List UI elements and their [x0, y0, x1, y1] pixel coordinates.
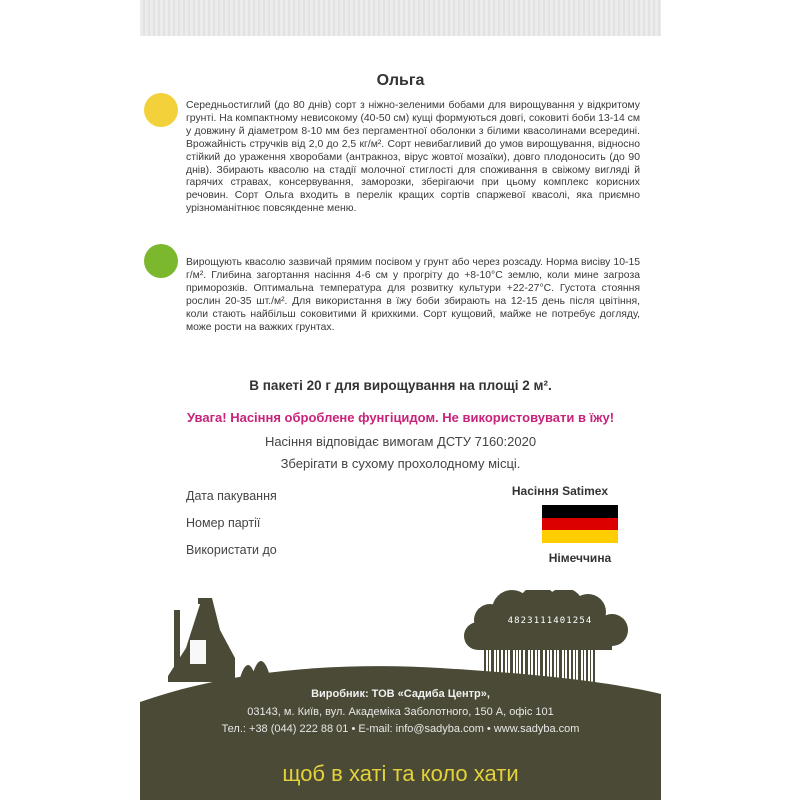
- manufacturer-contacts: Тел.: +38 (044) 222 88 01 • E-mail: info@sadyba.com • www.sadyba.com: [221, 723, 580, 735]
- variety-title: Ольга: [376, 72, 425, 89]
- batch-number-label: Номер партії: [186, 516, 261, 530]
- flag-stripe-gold: [542, 530, 618, 543]
- flag-stripe-red: [542, 518, 618, 531]
- manufacturer-name: Виробник: ТОВ «Садиба Центр»,: [311, 688, 490, 700]
- growing-instructions: Вирощують квасолю зазвичай прямим посівом у грунт або через розсаду. Норма висіву 10-15 г/м². Глибина загортання насіння 4-6 см у прогріту до +8-10°С землю, коли мине загроза приморозків. Оптимальна температура для розвитку культури +22-27°С. Густота стояння рослин 20-35 шт./м². Для використання в їжу боби збирають на 12-15 день після цвітіння, коли стають найбільш соковитими й крихкими. Сорт кущовий, майже не потребує догляду, може рости на важких грунтах.: [186, 257, 640, 333]
- barcode-bar: [590, 648, 591, 686]
- fungicide-warning: Увага! Насіння оброблене фунгіцидом. Не використовувати в їжу!: [186, 410, 615, 425]
- variety-description: Середньостиглий (до 80 днів) сорт з ніжно-зеленими бобами для вирощування у відкритому грунті. На компактному невисокому (40-50 см) кущі формуються довгі, соковиті боби 13-14 см у довжину й діаметром 8-10 мм без пергаментної оболонки з білими квасолинами всередині. Врожайність стручків від 2,0 до 2,5 кг/м². Сорт невибагливий до умов вирощування, відносно стійкий до ураження хворобами (антракноз, вірус жовтої мозаїки), довго плодоносить (до 90 днів). Збирають квасолю на стадії молочної стиглості для споживання в свіжому вигляді й гарячих стравах, консервування, заморозки, зберігаючи при цьому комплекс корисних речовин. Сорт Ольга входить в перелік кращих сортів спаржевої квасолі, яка приємно урізноманітнює повсякденне меню.: [186, 100, 640, 215]
- standard-note: Насіння відповідає вимогам ДСТУ 7160:2020: [264, 434, 537, 449]
- germany-flag-icon: [542, 505, 618, 543]
- brand-slogan: щоб в хаті та коло хати: [282, 761, 519, 786]
- manufacturer-address: 03143, м. Київ, вул. Академіка Заболотного, 150 А, офіс 101: [247, 706, 554, 718]
- house-icon: [168, 598, 235, 682]
- barcode-number: 4823111401254: [507, 616, 593, 626]
- seed-brand: Насіння Satimex: [511, 484, 609, 498]
- yellow-dot-icon: [144, 93, 178, 127]
- pack-size-note: В пакеті 20 г для вирощування на площі 2 м².: [249, 378, 552, 393]
- storage-note: Зберігати в сухому прохолодному місці.: [280, 456, 521, 471]
- use-by-label: Використати до: [186, 543, 277, 557]
- pack-date-label: Дата пакування: [186, 489, 277, 503]
- packet-seal-strip: [140, 0, 661, 36]
- country-of-origin: Німеччина: [548, 551, 612, 565]
- seed-packet-back: [140, 0, 661, 800]
- green-dot-icon: [144, 244, 178, 278]
- flag-stripe-black: [542, 505, 618, 518]
